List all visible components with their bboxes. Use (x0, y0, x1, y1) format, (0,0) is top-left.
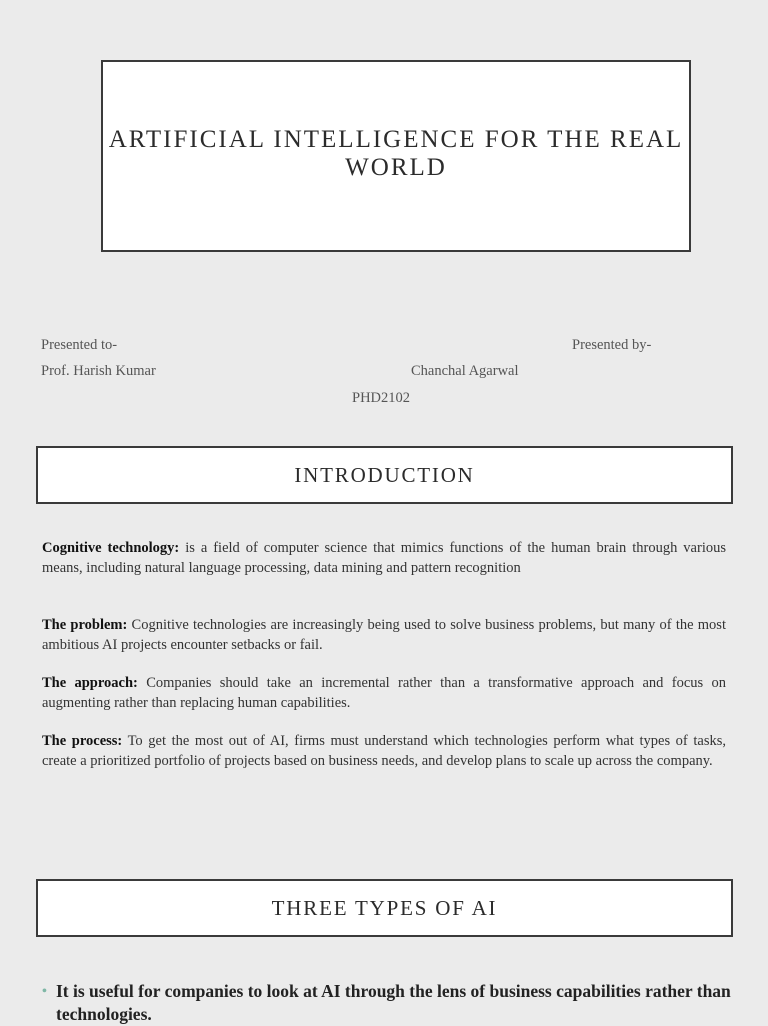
paragraph-text: is a field of computer science that mimics functions of the human brain through various means, including natural language processing, data mining and pattern recognition (42, 540, 726, 576)
paragraph-term: The process: (42, 733, 123, 749)
paragraph-process (42, 732, 726, 771)
presented-by-name: Chanchal Agarwal (411, 363, 519, 379)
paragraph-problem (42, 616, 726, 655)
bullet-dot-icon: • (42, 984, 47, 999)
paragraph-text: Companies should take an incremental rather than a transformative approach and focus on augmenting rather than replacing human capabilities. (42, 675, 726, 711)
three-types-heading: THREE TYPES OF AI (271, 895, 498, 920)
paragraph-term: The problem: (42, 617, 128, 633)
presented-by-label: Presented by- (572, 337, 652, 353)
presented-to-label: Presented to- (41, 337, 118, 353)
three-types-heading-box (36, 879, 733, 937)
paragraph-term: The approach: (42, 675, 138, 691)
bullet-text: It is useful for companies to look at AI through the lens of business capabilities rather than technologies. (56, 981, 731, 1024)
introduction-heading: INTRODUCTION (294, 462, 475, 487)
list-item (42, 980, 732, 1026)
bullet-list (42, 980, 732, 1026)
paragraph-approach (42, 674, 726, 713)
paragraph-text: Cognitive technologies are increasingly being used to solve business problems, but many of the most ambitious AI projects encounter setbacks or fail. (42, 617, 726, 653)
presentation-title: ARTIFICIAL INTELLIGENCE FOR THE REAL WORLD (108, 126, 684, 181)
presenter-id: PHD2102 (352, 390, 411, 406)
paragraph-cognitive-technology (42, 539, 726, 578)
paragraph-term: Cognitive technology: (42, 540, 180, 556)
introduction-heading-box (36, 446, 733, 504)
presented-to-name: Prof. Harish Kumar (41, 363, 156, 379)
title-box (101, 60, 691, 252)
paragraph-text: To get the most out of AI, firms must understand which technologies perform what types of tasks, create a prioritized portfolio of projects based on business needs, and develop plans to scale up across the company. (42, 733, 726, 769)
